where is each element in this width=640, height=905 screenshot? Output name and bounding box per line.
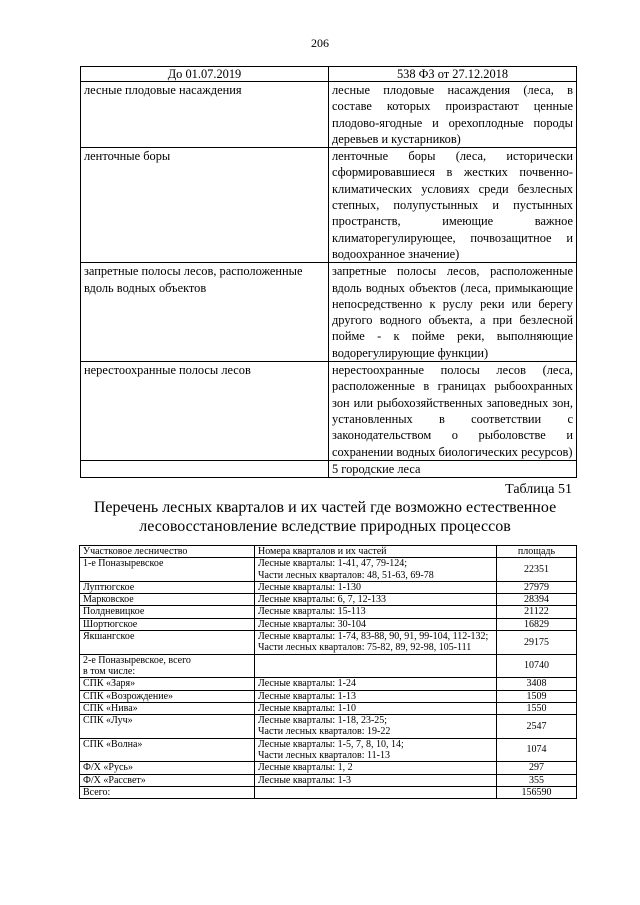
forestry-cell: Полдневицкое [80, 606, 255, 618]
area-cell: 1509 [497, 690, 577, 702]
comparison-row [81, 82, 577, 148]
quarters-cell [255, 654, 497, 678]
quarters-cell [255, 786, 497, 798]
quarters-cell: Лесные кварталы: 15-113 [255, 606, 497, 618]
table-row [80, 702, 577, 714]
forestry-cell: Ф/Х «Рассвет» [80, 774, 255, 786]
area-cell: 28394 [497, 594, 577, 606]
before-2019-cell: запретные полосы лесов, расположенные вдоль водных объектов [81, 263, 329, 362]
area-cell: 3408 [497, 678, 577, 690]
before-2019-cell [81, 460, 329, 477]
forestry-cell: СПК «Волна» [80, 738, 255, 762]
comparison-row [81, 362, 577, 461]
area-cell: 16829 [497, 618, 577, 630]
header-forestry: Участковое лесничество [80, 546, 255, 558]
fz-538-cell: запретные полосы лесов, расположенные вдоль водных объектов (леса, примыкающие непосредственно к руслу реки или берегу другого водного объекта, а при безлесной пойме - к пойме реки, выполняющие водорегулирующие функции) [329, 263, 577, 362]
area-cell: 355 [497, 774, 577, 786]
table-label: Таблица 51 [505, 482, 572, 497]
quarters-cell: Лесные кварталы: 1-41, 47, 79-124; Части лесных кварталов: 48, 51-63, 69-78 [255, 558, 497, 582]
table-row [80, 690, 577, 702]
before-2019-cell: нерестоохранные полосы лесов [81, 362, 329, 461]
table-title: Перечень лесных кварталов и их частей где возможно естественное лесовосстановление вследствие природных процессов [93, 499, 557, 535]
fz-538-cell: нерестоохранные полосы лесов (леса, расположенные в границах рыбоохранных зон или рыбохозяйственных заповедных зон, установленных в соответствии с законодательством о рыболовстве и сохранении водных биологических ресурсов) [329, 362, 577, 461]
quarters-cell: Лесные кварталы: 30-104 [255, 618, 497, 630]
header-area: площадь [497, 546, 577, 558]
area-cell: 21122 [497, 606, 577, 618]
forestry-cell: СПК «Возрождение» [80, 690, 255, 702]
comparison-row [81, 148, 577, 263]
table-row [80, 678, 577, 690]
area-cell: 1074 [497, 738, 577, 762]
forestry-cell: Луптюгское [80, 581, 255, 593]
before-2019-cell: лесные плодовые насаждения [81, 82, 329, 148]
forest-quarters-table [79, 545, 577, 799]
quarters-cell: Лесные кварталы: 6, 7, 12-133 [255, 594, 497, 606]
table-row [80, 786, 577, 798]
table-row [80, 581, 577, 593]
table-row [80, 738, 577, 762]
table-row [80, 594, 577, 606]
quarters-cell: Лесные кварталы: 1-74, 83-88, 90, 91, 99-104, 112-132; Части лесных кварталов: 75-82, 89, 92-98, 105-111 [255, 631, 497, 655]
area-cell: 2547 [497, 715, 577, 739]
quarters-cell: Лесные кварталы: 1-3 [255, 774, 497, 786]
quarters-cell: Лесные кварталы: 1-5, 7, 8, 10, 14; Части лесных кварталов: 11-13 [255, 738, 497, 762]
quarters-cell: Лесные кварталы: 1-13 [255, 690, 497, 702]
table-row [80, 715, 577, 739]
quarters-cell: Лесные кварталы: 1-18, 23-25; Части лесных кварталов: 19-22 [255, 715, 497, 739]
area-cell: 10740 [497, 654, 577, 678]
area-cell: 29175 [497, 631, 577, 655]
comparison-row [81, 460, 577, 477]
area-cell: 156590 [497, 786, 577, 798]
forestry-cell: СПК «Заря» [80, 678, 255, 690]
forestry-cell: СПК «Луч» [80, 715, 255, 739]
forestry-cell: 1-е Поназыревское [80, 558, 255, 582]
forest-table-header [80, 546, 577, 558]
table-row [80, 631, 577, 655]
before-2019-cell: ленточные боры [81, 148, 329, 263]
quarters-cell: Лесные кварталы: 1, 2 [255, 762, 497, 774]
area-cell: 27979 [497, 581, 577, 593]
header-538-fz: 538 ФЗ от 27.12.2018 [329, 67, 577, 82]
comparison-row [81, 263, 577, 362]
quarters-cell: Лесные кварталы: 1-130 [255, 581, 497, 593]
forestry-cell: Якшангское [80, 631, 255, 655]
table-row [80, 774, 577, 786]
table-row [80, 762, 577, 774]
header-before-2019: До 01.07.2019 [81, 67, 329, 82]
forestry-cell: Шортюгское [80, 618, 255, 630]
table-row [80, 618, 577, 630]
comparison-table [80, 66, 577, 478]
header-quarters: Номера кварталов и их частей [255, 546, 497, 558]
page-number: 206 [311, 36, 329, 50]
area-cell: 297 [497, 762, 577, 774]
table-row [80, 558, 577, 582]
forestry-cell: Всего: [80, 786, 255, 798]
fz-538-cell: 5 городские леса [329, 460, 577, 477]
forestry-cell: Марковское [80, 594, 255, 606]
area-cell: 22351 [497, 558, 577, 582]
quarters-cell: Лесные кварталы: 1-10 [255, 702, 497, 714]
forestry-cell: СПК «Нива» [80, 702, 255, 714]
comparison-table-header [81, 67, 577, 82]
forestry-cell: 2-е Поназыревское, всего в том числе: [80, 654, 255, 678]
table-row [80, 654, 577, 678]
area-cell: 1550 [497, 702, 577, 714]
table-row [80, 606, 577, 618]
fz-538-cell: лесные плодовые насаждения (леса, в составе которых произрастают ценные плодово-ягодные и орехоплодные породы деревьев и кустарников) [329, 82, 577, 148]
fz-538-cell: ленточные боры (леса, исторически сформировавшиеся в жестких почвенно-климатических условиях среди безлесных степных, полупустынных и пустынных пространств, имеющие важное климаторегулирующее, почвозащитное и водоохранное значение) [329, 148, 577, 263]
forestry-cell: Ф/Х «Русь» [80, 762, 255, 774]
quarters-cell: Лесные кварталы: 1-24 [255, 678, 497, 690]
